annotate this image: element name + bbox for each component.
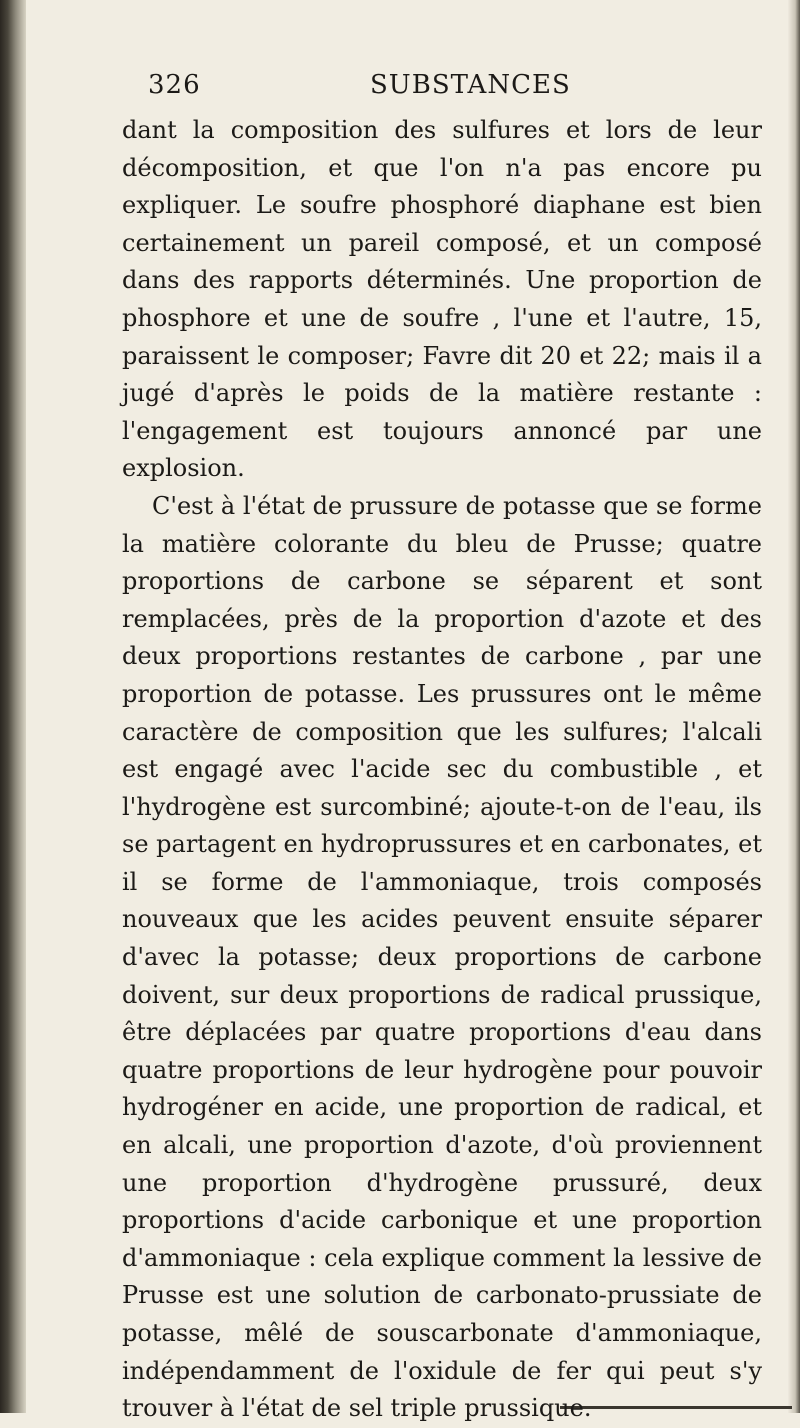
body-text <box>122 112 762 1428</box>
running-title: SUBSTANCES <box>370 70 571 100</box>
book-spine-shadow <box>0 0 26 1413</box>
paragraph-1: dant la composition des sulfures et lors de leur décomposition, et que l'on n'a pas encore pu expliquer. Le soufre phosphoré diaphane est bien certainement un pareil composé, et un composé dans des rapports déterminés. Une proportion de phosphore et une de soufre , l'une et l'autre, 15, paraissent le composer; Favre dit 20 et 22; mais il a jugé d'après le poids de la matière restante : l'engagement est toujours annoncé par une explosion. <box>122 116 762 483</box>
paragraph-2: C'est à l'état de prussure de potasse que se forme la matière colorante du bleu de Prusse; quatre proportions de carbone se séparent et sont remplacées, près de la proportion d'azote et des deux proportions restantes de carbone , par une proportion de potasse. Les prussures ont le même caractère de composition que les sulfures; l'alcali est engagé avec l'acide sec du combustible , et l'hydrogène est surcombiné; ajoute-t-on de l'eau, ils se partagent en hydroprussures et en carbonates, et il se forme de l'ammoniaque, trois composés nouveaux que les acides peuvent ensuite séparer d'avec la potasse; deux proportions de carbone doivent, sur deux proportions de radical prussique, être déplacées par quatre proportions d'eau dans quatre proportions de leur hydrogène pour pouvoir hydrogéner en acide, une proportion de radical, et en alcali, une proportion d'azote, d'où proviennent une proportion d'hydrogène prussuré, deux proportions d'acide carbonique et une proportion d'ammoniaque : cela explique comment la lessive de Prusse est une solution de carbonato-prussiate de potasse, mêlé de souscarbonate d'ammoniaque, indépendamment de l'oxidule de fer qui peut s'y trouver à l'état de sel triple prussique. <box>122 491 762 1423</box>
page-right-edge <box>788 0 800 1413</box>
page-header <box>122 62 762 112</box>
book-page <box>122 62 762 1428</box>
page-number: 326 <box>148 70 201 100</box>
